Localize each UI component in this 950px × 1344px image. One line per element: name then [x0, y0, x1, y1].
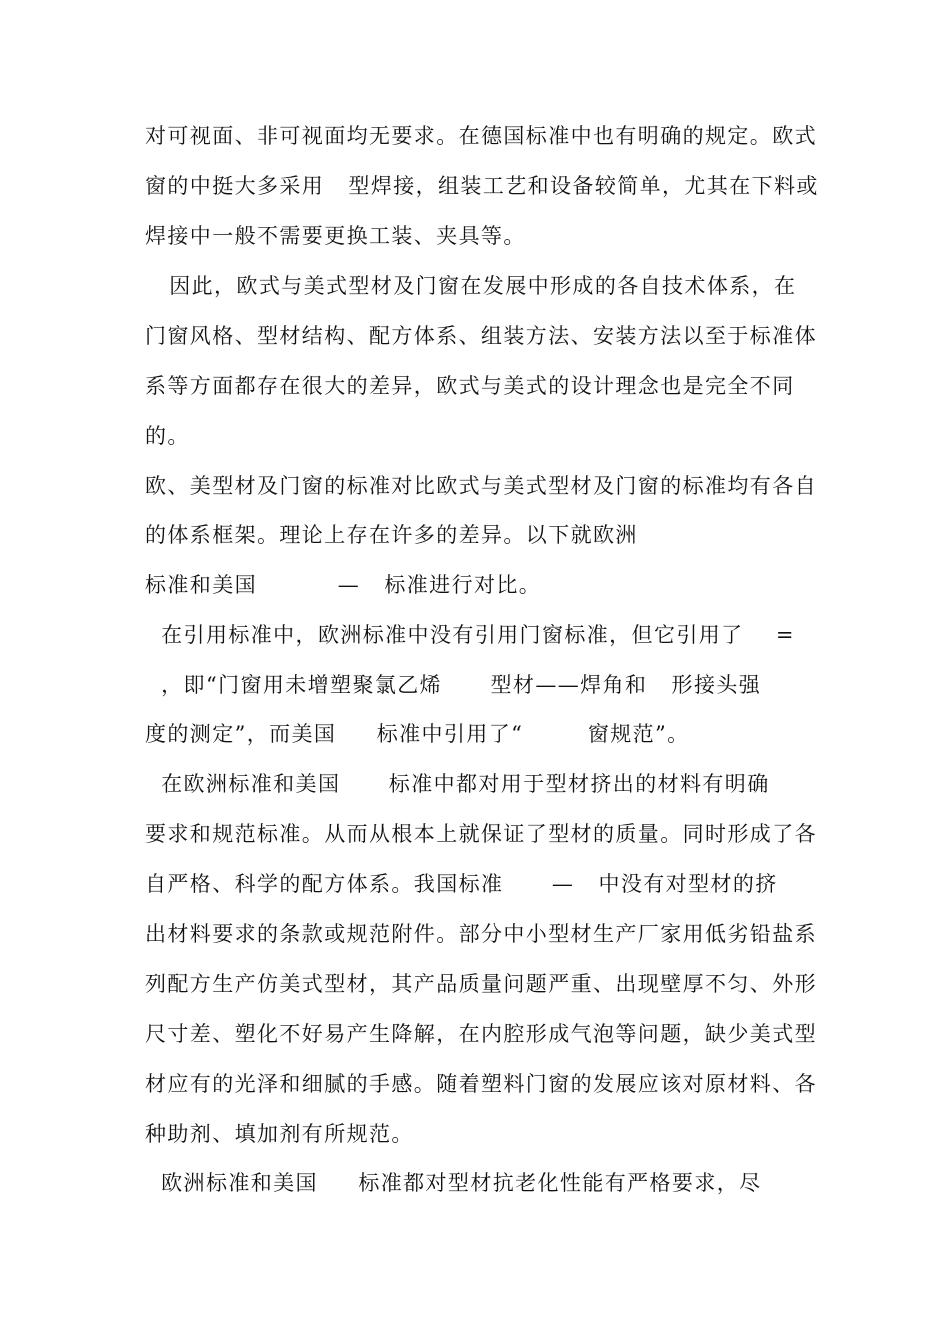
text-line: 欧洲标准和美国 标准都对型材抗老化性能有严格要求，尽 [145, 1171, 762, 1195]
text-line: 的体系框架。理论上存在许多的差异。以下就欧洲 [145, 523, 638, 547]
text-line: 门窗风格、型材结构、配方体系、组装方法、安装方法以至于标准体 [145, 324, 817, 348]
text-line: 度的测定”，而美国 标准中引用了“ 窗规范”。 [145, 722, 690, 746]
text-line: 对可视面、非可视面均无要求。在德国标准中也有明确的规定。欧式 [145, 124, 817, 148]
text-line: 在欧洲标准和美国 标准中都对用于型材挤出的材料有明确 [145, 772, 770, 796]
text-line: 要求和规范标准。从而从根本上就保证了型材的质量。同时形成了各 [145, 822, 817, 846]
text-line: 列配方生产仿美式型材，其产品质量问题严重、出现壁厚不匀、外形 [145, 972, 817, 996]
text-line: 自严格、科学的配方体系。我国标准 — 中没有对型材的挤 [145, 872, 778, 896]
text-line: 系等方面都存在很大的差异，欧式与美式的设计理念也是完全不同 [145, 374, 795, 398]
text-line: 标准和美国 — 标准进行对比。 [145, 573, 542, 597]
text-line: 欧、美型材及门窗的标准对比欧式与美式型材及门窗的标准均有各自 [145, 474, 817, 498]
text-line: 在引用标准中，欧洲标准中没有引用门窗标准，但它引用了 = [145, 623, 795, 647]
text-line: 窗的中挺大多采用 型焊接，组装工艺和设备较简单，尤其在下料或 [145, 174, 819, 198]
text-line: 种助剂、填加剂有所规范。 [145, 1122, 414, 1146]
text-line: 因此，欧式与美式型材及门窗在发展中形成的各自技术体系，在 [145, 274, 797, 298]
text-line: ，即“门窗用未增塑聚氯乙烯 型材——焊角和 形接头强 [145, 673, 762, 697]
text-line: 材应有的光泽和细腻的手感。随着塑料门窗的发展应该对原材料、各 [145, 1072, 817, 1096]
text-line: 出材料要求的条款或规范附件。部分中小型材生产厂家用低劣铅盐系 [145, 922, 817, 946]
text-line: 的。 [145, 424, 190, 448]
text-line: 尺寸差、塑化不好易产生降解，在内腔形成气泡等问题，缺少美式型 [145, 1022, 817, 1046]
text-line: 焊接中一般不需要更换工装、夹具等。 [145, 224, 526, 248]
